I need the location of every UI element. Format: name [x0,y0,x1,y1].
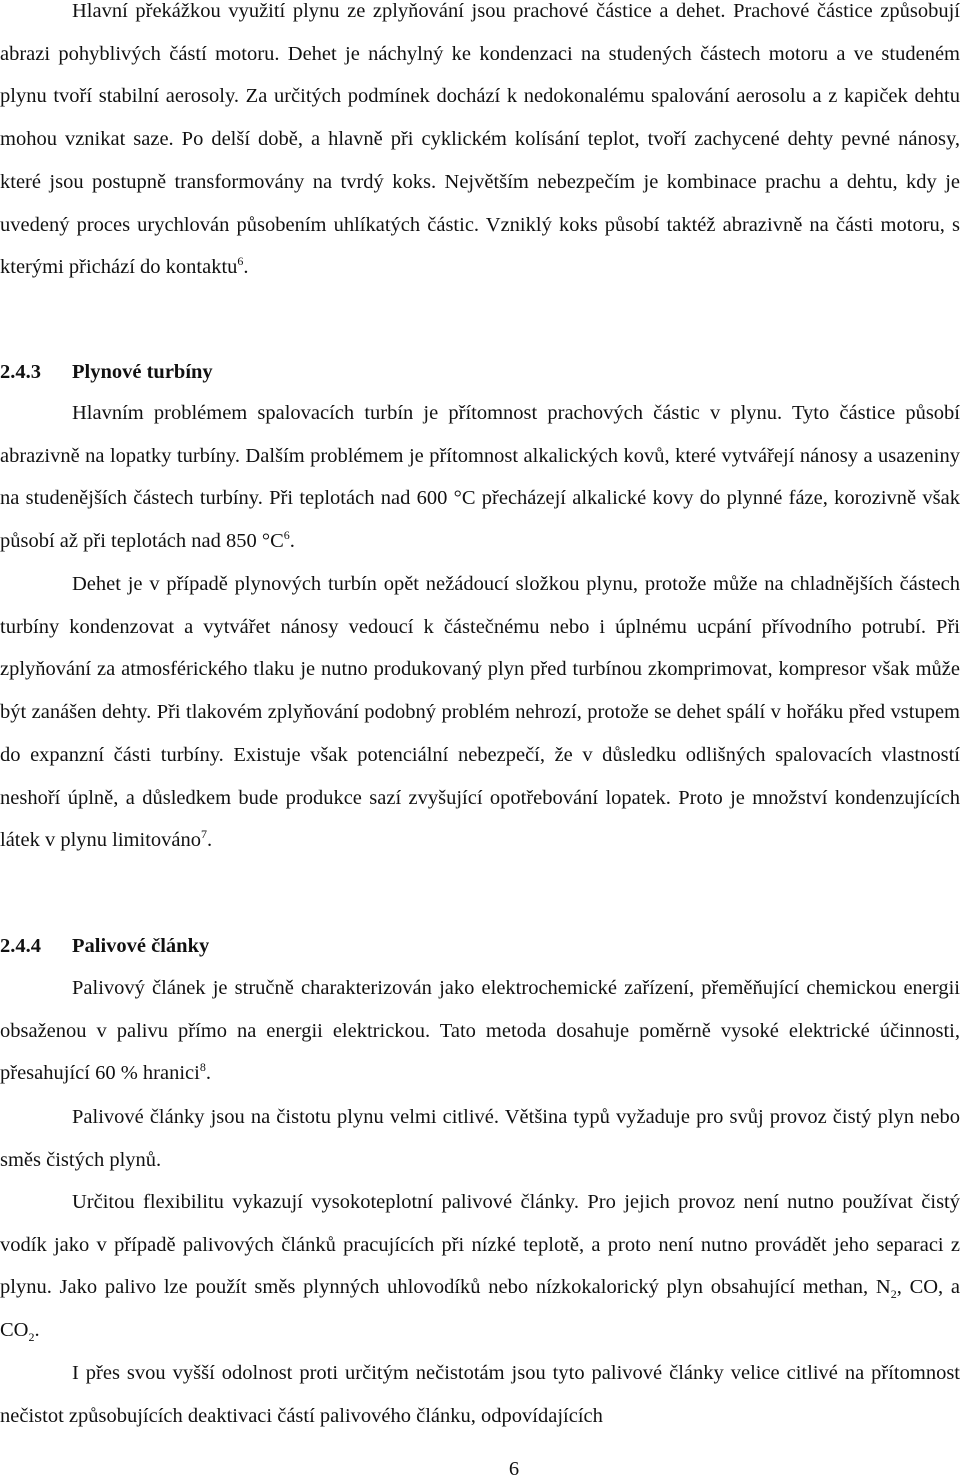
paragraph-text-continued: , CO, a CO [0,1276,960,1342]
paragraph-end: . [34,1319,40,1342]
footnote-ref: 6 [283,528,290,543]
section-heading-fuel-cells [0,925,960,967]
paragraph-text: I přes svou vyšší odolnost proti určitým nečistotám jsou tyto palivové články velice citlivé na přítomnost nečistot způsobujících deaktivaci částí palivového článku, odpovídajících [0,1362,960,1427]
paragraph-fuel-cell-sensitivity [0,1096,960,1181]
paragraph-end: . [207,829,213,852]
section-number: 2.4.4 [0,935,41,957]
subscript: 2 [890,1287,897,1302]
paragraph-text: Dehet je v případě plynových turbín opět nežádoucí složkou plynu, protože může na chladnějších částech turbíny kondenzovat a vytvářet nánosy vedoucí k částečnému nebo i úplnému ucpání přívodního potrubí. Při zplyňování za atmosférického tlaku je nutno produkovaný plyn před turbínou zkomprimovat, kompresor však může být zanášen dehty. Při tlakovém zplyňování podobný problém nehrozí, protože se dehet spálí v hořáku před vstupem do expanzní části turbíny. Existuje však potenciální nebezpečí, že v důsledku odlišných spalovacích vlastností neshoří úplně, a důsledkem bude produkce sazí zvyšující opotřebování lopatek. Proto je množství kondenzujících látek v plynu limitováno [0,573,960,852]
paragraph-text: Palivové články jsou na čistotu plynu velmi citlivé. Většina typů vyžaduje pro svůj provoz čistý plyn nebo směs čistých plynů. [0,1106,960,1171]
paragraph-text: Palivový článek je stručně charakterizován jako elektrochemické zařízení, přeměňující chemickou energii obsaženou v palivu přímo na energii elektrickou. Tato metoda dosahuje poměrně vysoké elektrické účinnosti, přesahující 60 % hranici [0,977,960,1085]
paragraph-text: Hlavní překážkou využití plynu ze zplyňování jsou prachové částice a dehet. Prachové částice způsobují abrazi pohyblivých částí motoru. Dehet je náchylný ke kondenzaci na studených částech motoru a ve studeném plynu tvoří stabilní aerosoly. Za určitých podmínek dochází k nedokonalému spalování aerosolu a z kapiček dehtu mohou vznikat saze. Po delší době, a hlavně při cyklickém kolísání teplot, tvoří zachycené dehty pevné nánosy, které jsou postupně transformovány na tvrdý koks. Největším nebezpečím je kombinace prachu a dehtu, kdy je uvedený proces urychlován působením uhlíkatých částic. Vzniklý koks působí taktéž abrazivně na části motoru, s kterými přichází do kontaktu [0,0,960,279]
paragraph-fuel-cell-definition [0,967,960,1095]
temperature-unit: °C [453,487,476,510]
temperature-unit: °C [261,530,284,553]
footnote-ref: 6 [237,254,244,269]
paragraph-end: . [289,530,295,553]
footnote-ref: 7 [201,827,207,842]
section-title: Plynové turbíny [72,361,213,383]
footnote-ref: 8 [199,1060,206,1075]
section-heading-gas-turbines [0,351,960,393]
paragraph-turbine-problems [0,392,960,563]
paragraph-end: . [243,256,249,279]
paragraph-end: . [205,1062,211,1085]
paragraph-impurity-sensitivity [0,1352,960,1437]
subscript: 2 [28,1330,35,1345]
paragraph-obstacles [0,0,960,289]
paragraph-text-continued: přecházejí alkalické kovy do plynné fáze, korozivně však působí až při teplotách nad 850 [0,487,960,553]
paragraph-tar-turbines [0,563,960,862]
paragraph-text: Určitou flexibilitu vykazují vysokoteplotní palivové články. Pro jejich provoz není nutno používat čistý vodík jako v případě palivových článků pracujících při nízké teplotě, a proto není nutno provádět jeho separaci z plynu. Jako palivo lze použít směs plynných uhlovodíků nebo nízkokalorický plyn obsahující methan, N [0,1191,960,1299]
paragraph-high-temperature-cells [0,1181,960,1352]
paragraph-text: Hlavním problémem spalovacích turbín je přítomnost prachových částic v plynu. Tyto částice působí abrazivně na lopatky turbíny. Dalším problémem je přítomnost alkalických kovů, které vytvářejí nánosy a usazeniny na studenějších částech turbíny. Při teplotách nad 600 [0,402,960,510]
page-number: 6 [508,1458,520,1480]
section-number: 2.4.3 [0,361,41,383]
section-title: Palivové články [72,935,210,957]
